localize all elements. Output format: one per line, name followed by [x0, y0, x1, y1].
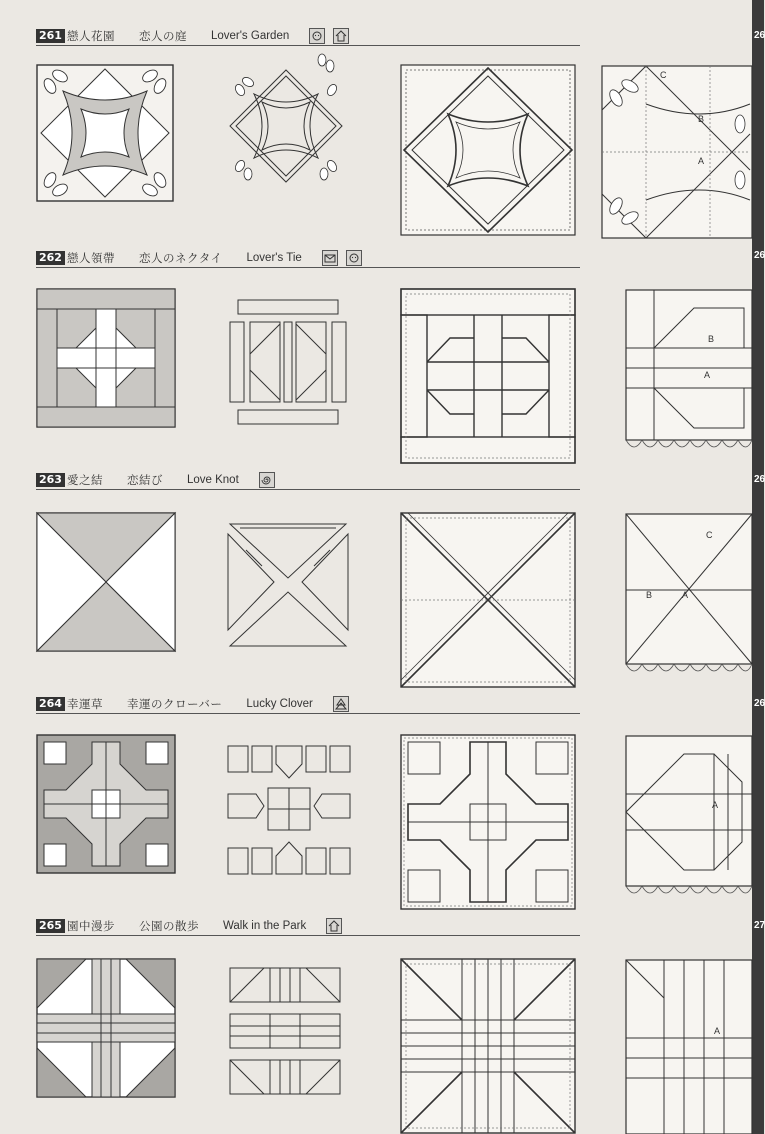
pieces-diagram	[226, 966, 346, 1096]
japanese-name: 公園の散歩	[138, 919, 199, 933]
japanese-name: 幸運のクローバー	[126, 697, 223, 711]
tree-icon	[333, 696, 349, 712]
child-face-icon	[309, 28, 325, 44]
sewing-layout-diagram	[400, 512, 576, 688]
pieces-diagram	[228, 298, 348, 428]
block-header	[36, 916, 350, 936]
block-261	[0, 24, 764, 240]
chinese-name: 園中漫步	[66, 919, 115, 933]
chinese-name: 戀人花園	[66, 29, 115, 43]
block-number: 265	[36, 919, 65, 933]
header-rule	[36, 267, 580, 268]
label-a: A	[712, 800, 719, 810]
japanese-name: 恋人の庭	[138, 29, 187, 43]
spiral-icon	[259, 472, 275, 488]
english-name: Walk in the Park	[222, 920, 307, 932]
sewing-layout-diagram	[400, 958, 576, 1134]
block-number: 261	[36, 29, 65, 43]
house-icon	[333, 28, 349, 44]
header-rule	[36, 935, 580, 936]
child-face-icon	[346, 250, 362, 266]
template-diagram	[624, 734, 752, 910]
chinese-name: 戀人領帶	[66, 251, 115, 265]
finished-block-diagram	[36, 288, 176, 428]
template-diagram	[624, 288, 752, 464]
sewing-layout-diagram	[400, 288, 576, 464]
header-rule	[36, 489, 580, 490]
label-c: C	[660, 70, 667, 80]
chinese-name: 幸運草	[66, 697, 103, 711]
sewing-layout-diagram	[400, 734, 576, 910]
header-rule	[36, 45, 580, 46]
english-name: Lover's Tie	[246, 252, 302, 264]
block-number: 263	[36, 473, 65, 487]
side-tab: 27	[754, 920, 765, 931]
block-number: 264	[36, 697, 65, 711]
block-header	[36, 26, 357, 46]
block-265	[0, 916, 764, 1134]
letter-icon	[322, 250, 338, 266]
japanese-name: 恋結び	[126, 473, 163, 487]
pieces-diagram	[226, 744, 352, 878]
label-a: A	[704, 370, 711, 380]
english-name: Lucky Clover	[246, 698, 313, 710]
side-tab: 26	[754, 250, 765, 261]
label-a: A	[698, 156, 705, 166]
block-header	[36, 248, 370, 268]
side-tab: 26	[754, 30, 765, 41]
block-number: 262	[36, 251, 65, 265]
pieces-diagram	[226, 520, 350, 650]
side-tab: 26	[754, 474, 765, 485]
block-264	[0, 694, 764, 908]
japanese-name: 恋人のネクタイ	[138, 251, 223, 265]
template-diagram	[624, 958, 752, 1134]
chinese-name: 愛之結	[66, 473, 103, 487]
finished-block-diagram	[36, 512, 176, 652]
block-header	[36, 694, 357, 714]
block-262	[0, 248, 764, 468]
template-diagram	[600, 64, 752, 240]
label-a: A	[682, 590, 689, 600]
english-name: Lover's Garden	[210, 30, 290, 42]
template-diagram	[624, 512, 752, 688]
block-header	[36, 470, 283, 490]
pieces-diagram	[226, 54, 346, 204]
finished-block-diagram	[36, 958, 176, 1098]
finished-block-diagram	[36, 64, 174, 202]
label-a: A	[714, 1026, 721, 1036]
header-rule	[36, 713, 580, 714]
label-b: B	[698, 114, 705, 124]
label-b: B	[646, 590, 653, 600]
side-tab: 26	[754, 698, 765, 709]
sewing-layout-diagram	[400, 64, 576, 236]
house-icon	[326, 918, 342, 934]
label-c: C	[706, 530, 713, 540]
block-263	[0, 470, 764, 684]
english-name: Love Knot	[186, 474, 239, 486]
label-b: B	[708, 334, 715, 344]
finished-block-diagram	[36, 734, 176, 874]
